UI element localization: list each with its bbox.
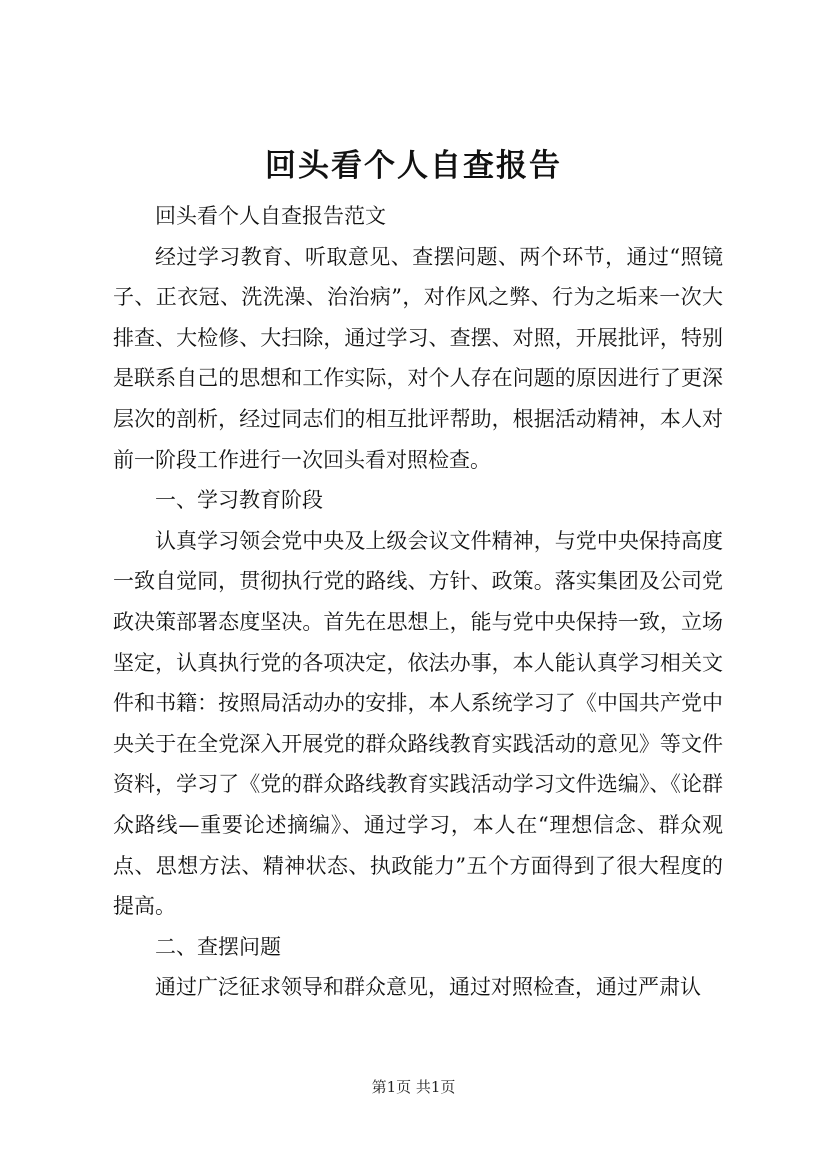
section-heading-2: 二、查摆问题 (155, 934, 281, 959)
paragraph-intro: 经过学习教育、听取意见、查摆问题、两个环节，通过“照镜子、正衣冠、洗洗澡、治治病”，对作风之弊、行为之垢来一次大排查、大检修、大扫除，通过学习、查摆、对照，开展批评，特别是联系自己的思想和工作实际，对个人存在问题的原因进行了更深层次的剖析，经过同志们的相互批评帮助，根据活动精神，本人对前一阶段工作进行一次回头看对照检查。 (113, 244, 723, 472)
section-heading-1: 一、学习教育阶段 (155, 488, 323, 513)
paragraph-section-1: 认真学习领会党中央及上级会议文件精神，与党中央保持高度一致自觉同，贯彻执行党的路线、方针、政策。落实集团及公司党政决策部署态度坚决。首先在思想上，能与党中央保持一致，立场坚定，认真执行党的各项决定，依法办事，本人能认真学习相关文件和书籍：按照局活动办的安排，本人系统学习了《中国共产党中央关于在全党深入开展党的群众路线教育实践活动的意见》等文件资料，学习了《党的群众路线教育实践活动学习文件选编》、《论群众路线—重要论述摘编》、通过学习，本人在“理想信念、群众观点、思想方法、精神状态、执政能力”五个方面得到了很大程度的提高。 (113, 528, 723, 919)
document-title: 回头看个人自查报告 (265, 148, 562, 184)
paragraph-section-2: 通过广泛征求领导和群众意见，通过对照检查，通过严肃认 (155, 975, 701, 1000)
page-number-footer: 第1页 共1页 (371, 1078, 456, 1096)
paragraph-subtitle: 回头看个人自查报告范文 (155, 204, 386, 228)
document-body (113, 196, 723, 1008)
